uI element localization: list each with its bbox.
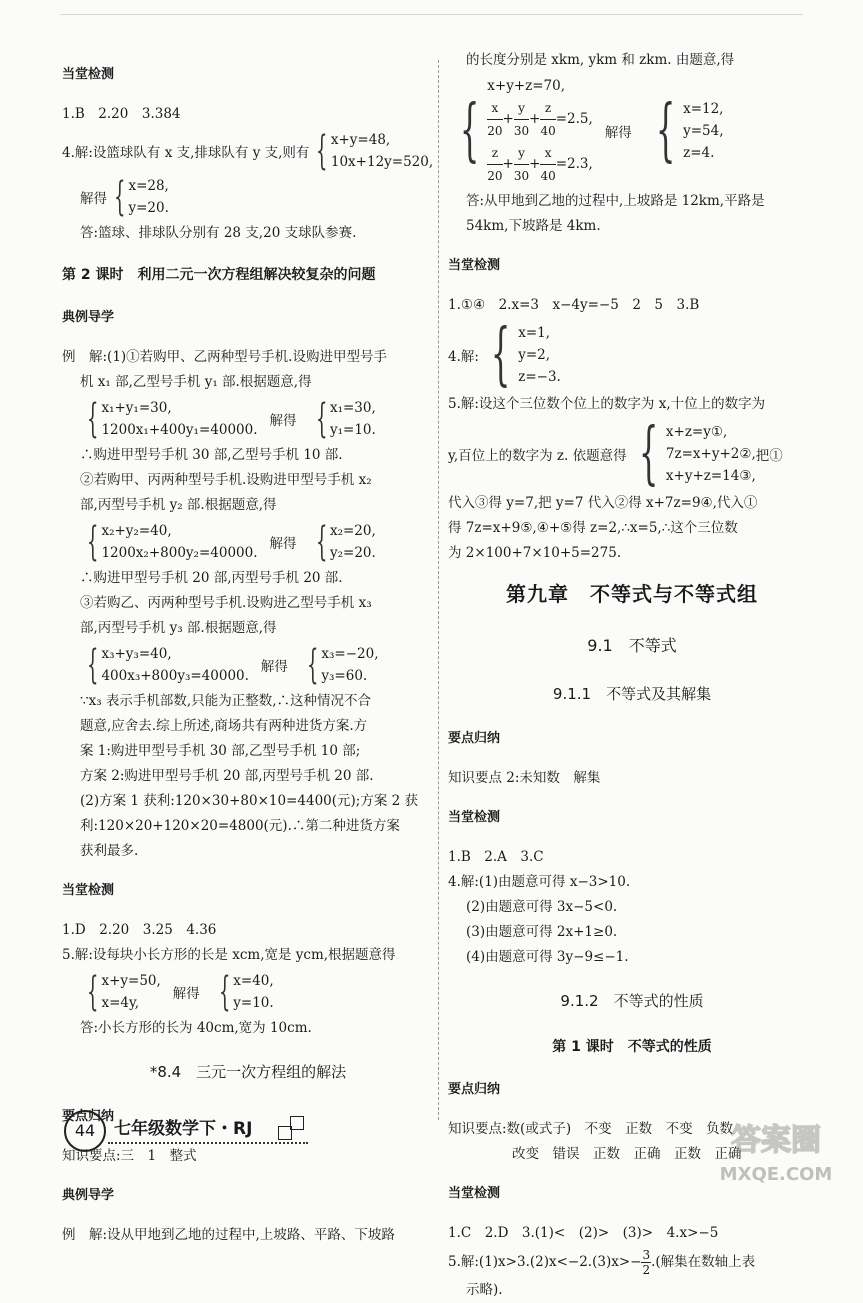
equation: x+y+z=70, [487, 78, 566, 94]
answer-line: (4)由题意可得 3y−9≤−1. [466, 949, 629, 965]
equation: x₂+y₂=40, [101, 523, 172, 539]
answer-line: 1.C 2.D 3.(1)< (2)> (3)> 4.x>−5 [448, 1225, 719, 1241]
text-line: 例 解:设从甲地到乙地的过程中,上坡路、平路、下坡路 [62, 1227, 395, 1243]
brace-symbol: { [86, 519, 99, 565]
text-line: 为 2×100+7×10+5=275. [448, 545, 622, 561]
left-column [62, 48, 434, 1248]
equation-system [666, 421, 756, 487]
equation: 400x₃+800y₃=40000. [101, 668, 249, 684]
text-line: 部,丙型号手机 y₃ 部.根据题意,得 [80, 620, 277, 636]
equation: x+z=y①, [665, 424, 728, 440]
brace-symbol: { [490, 315, 511, 394]
square-ornament [290, 1116, 304, 1130]
text-line: ∴购进甲型号手机 20 部,丙型号手机 20 部. [80, 570, 343, 586]
equation: x=12, [683, 101, 724, 117]
brace-symbol: { [113, 174, 126, 220]
equation-system [331, 129, 433, 173]
text-line: 案 1:购进甲型号手机 30 部,乙型号手机 10 部; [80, 743, 361, 759]
solve-label: 解得 [80, 191, 107, 207]
equation: x+y+z=14③, [665, 468, 756, 484]
dotted-rule [108, 1142, 308, 1144]
section-title: *8.4 三元一次方程组的解法 [149, 1063, 347, 1081]
equation: y=20. [128, 200, 169, 216]
equation: z=−3. [518, 369, 561, 385]
equation: x₃+y₃=40, [101, 646, 172, 662]
section-heading: 当堂检测 [62, 883, 115, 898]
equation: z=4. [683, 145, 715, 161]
text-line: 改变 错误 正数 正确 正数 正确 [512, 1146, 742, 1162]
solve-label: 解得 [172, 986, 200, 1002]
equation: 1200x₂+800y₂=40000. [101, 545, 258, 561]
equation: y=2, [518, 347, 551, 363]
equation: y₃=60. [321, 668, 368, 684]
equation-row [62, 643, 434, 687]
top-rule [60, 14, 803, 15]
brace-symbol: { [315, 519, 327, 565]
text-line: 获利最多. [80, 843, 139, 859]
brace-symbol: { [638, 414, 658, 493]
equation: y₁=10. [329, 422, 376, 438]
equation: x=40, [233, 973, 274, 989]
equation: x=28, [128, 178, 169, 194]
equation: y₂=20. [329, 545, 376, 561]
equation-system [101, 970, 160, 1014]
section-title: 9.1 不等式 [587, 636, 677, 655]
equation: x+y=48, [330, 132, 391, 148]
section-heading: 要点归纳 [448, 1082, 501, 1097]
equation: x+y=50, [101, 973, 161, 989]
solve-label: 4.解: [448, 349, 479, 365]
text-line: ∴购进甲型号手机 30 部,乙型号手机 10 部. [80, 447, 343, 463]
text-line: ②若购甲、丙两种型号手机.设购进甲型号手机 x₂ [80, 472, 372, 488]
answer-line: 1.B 2.A 3.C [448, 849, 544, 865]
solution-system [330, 520, 376, 564]
solution-system [518, 322, 561, 388]
text-line: y,百位上的数字为 z. 依题意得 [448, 448, 627, 464]
page-number: 44 [64, 1110, 106, 1152]
equation-row [62, 520, 434, 564]
text-line: 部,丙型号手机 y₂ 部.根据题意,得 [80, 497, 277, 513]
lesson-title: 第 2 课时 利用二元一次方程组解决较复杂的问题 [62, 267, 376, 283]
section-heading: 典例导学 [62, 310, 115, 325]
equation: x₂=20, [329, 523, 376, 539]
text-line: (2)方案 1 获利:120×30+80×10=4400(元);方案 2 获 [80, 793, 419, 809]
text-line: 知识要点:三 1 整式 [62, 1148, 197, 1164]
answer-line: 1.①④ 2.x=3 x−4y=−5 2 5 3.B [448, 297, 700, 313]
text-line: 5.解:设每块小长方形的长是 xcm,宽是 ycm,根据题意得 [62, 947, 396, 963]
brace-symbol: { [655, 91, 676, 170]
equation-row [448, 75, 816, 187]
answer-line: 4.解:设篮球队有 x 支,排球队有 y 支,则有 [62, 145, 310, 161]
answer-line: 答:小长方形的长为 40cm,宽为 10cm. [80, 1020, 312, 1036]
subsection-title: 9.1.1 不等式及其解集 [552, 685, 712, 703]
equation: 10x+12y=520, [330, 154, 434, 170]
solve-label: 解得 [269, 413, 297, 429]
solution-system [330, 397, 376, 441]
equation-system [101, 397, 257, 441]
subsection-title: 9.1.2 不等式的性质 [560, 992, 704, 1010]
book-title: 七年级数学下・RJ [114, 1119, 253, 1139]
watermark-logo [701, 1110, 851, 1190]
answer-line: (2)由题意可得 3x−5<0. [466, 899, 618, 915]
equation: $\frac{x}{20}$ + $\frac{y}{30}$ + $\frac{z}{40}$ =2.5, [487, 97, 593, 142]
answer-line: 1.B 2.20 3.384 [62, 106, 181, 122]
solution-row [448, 315, 816, 394]
text-line: 代入③得 y=7,把 y=7 代入②得 x+7z=9④,代入① [448, 495, 758, 511]
equation: y=54, [683, 123, 724, 139]
equation: y=10. [233, 995, 274, 1011]
solution-system [233, 970, 273, 1014]
brace-symbol: { [306, 642, 319, 688]
section-heading: 当堂检测 [62, 67, 115, 82]
brace-symbol: { [86, 969, 99, 1015]
equation: x=1, [518, 325, 551, 341]
answer-line: 54km,下坡路是 4km. [466, 218, 601, 234]
text-line: 把① [755, 448, 783, 464]
equation: $\frac{z}{20}$ + $\frac{y}{30}$ + $\frac{x}{40}$ =2.3, [487, 142, 593, 187]
section-heading: 当堂检测 [448, 258, 501, 273]
section-heading: 典例导学 [62, 1188, 115, 1203]
equation: 7z=x+y+2②, [665, 446, 756, 462]
brace-symbol: { [316, 128, 328, 174]
section-heading: 要点归纳 [62, 1109, 115, 1124]
chapter-title: 第九章 不等式与不等式组 [506, 582, 758, 606]
text-line: 方案 2:购进甲型号手机 20 部,丙型号手机 20 部. [80, 768, 374, 784]
answer-line: 1.D 2.20 3.25 4.36 [62, 922, 217, 938]
equation: x₃=−20, [321, 646, 379, 662]
text-line: 机 x₁ 部,乙型号手机 y₁ 部.根据题意,得 [80, 374, 312, 390]
equation: x₁=30, [329, 400, 376, 416]
equation-system [101, 520, 257, 564]
brace-symbol: { [218, 969, 231, 1015]
solution-system [683, 98, 723, 164]
brace-symbol: { [86, 642, 99, 688]
text-line: 得 7z=x+9⑤,④+⑤得 z=2,∴x=5,∴这个三位数 [448, 520, 738, 536]
page-footer [64, 1106, 324, 1154]
solve-label: 解得 [260, 659, 288, 675]
brace-symbol: { [315, 396, 327, 442]
solution-row [62, 175, 434, 219]
text-line: 题意,应舍去.综上所述,商场共有两种进货方案.方 [80, 718, 368, 734]
equation: 1200x₁+400y₁=40000. [101, 422, 258, 438]
solution-system [321, 643, 378, 687]
column-divider [438, 60, 439, 1120]
equation: x=4y, [101, 995, 140, 1011]
section-heading: 当堂检测 [448, 1186, 501, 1201]
equation: x₁+y₁=30, [101, 400, 172, 416]
equation-row [448, 414, 816, 493]
answer-line: 4.解:(1)由题意可得 x−3>10. [448, 874, 631, 890]
equation-row [62, 129, 434, 173]
brace-symbol: { [86, 396, 99, 442]
text-line: 利:120×20+120×20=4800(元).∴第二种进货方案 [80, 818, 400, 834]
text-line: 5.解:设这个三位数个位上的数字为 x,十位上的数字为 [448, 396, 766, 412]
solve-label: 解得 [604, 125, 632, 141]
text-line: 知识要点 2:未知数 解集 [448, 770, 601, 786]
solution-system [128, 175, 168, 219]
answer-line: 答:从甲地到乙地的过程中,上坡路是 12km,平路是 [466, 193, 765, 209]
section-heading: 当堂检测 [448, 810, 501, 825]
answer-line: (3)由题意可得 2x+1≥0. [466, 924, 618, 940]
watermark-url: MXQE.COM [719, 1164, 833, 1185]
equation-row [62, 970, 434, 1014]
lesson-title: 第 1 课时 不等式的性质 [552, 1039, 712, 1055]
text-line: 例 解:(1)①若购甲、乙两种型号手机.设购进甲型号手 [62, 349, 387, 365]
brace-symbol: { [459, 91, 480, 170]
text-line: ③若购乙、丙两种型号手机.设购进乙型号手机 x₃ [80, 595, 372, 611]
answer-line: 5.解:(1)x>3.(2)x<−2.(3)x>− $\frac{3}{2}$ .(解集在数轴上表 [448, 1248, 756, 1277]
solve-label: 解得 [269, 536, 297, 552]
answer-line: 答:篮球、排球队分别有 28 支,20 支球队参赛. [80, 225, 357, 241]
equation-row [62, 397, 434, 441]
equation-system [487, 75, 593, 187]
section-heading: 要点归纳 [448, 731, 501, 746]
text-line: 知识要点:数(或式子) 不变 正数 不变 负数 [448, 1121, 734, 1137]
text-line: ∵x₃ 表示手机部数,只能为正整数,∴这种情况不合 [80, 693, 371, 709]
watermark-text: 答案圈 [731, 1123, 821, 1158]
equation-system [101, 643, 248, 687]
answer-line: 示略). [466, 1282, 503, 1298]
text-line: 的长度分别是 xkm, ykm 和 zkm. 由题意,得 [466, 52, 735, 68]
